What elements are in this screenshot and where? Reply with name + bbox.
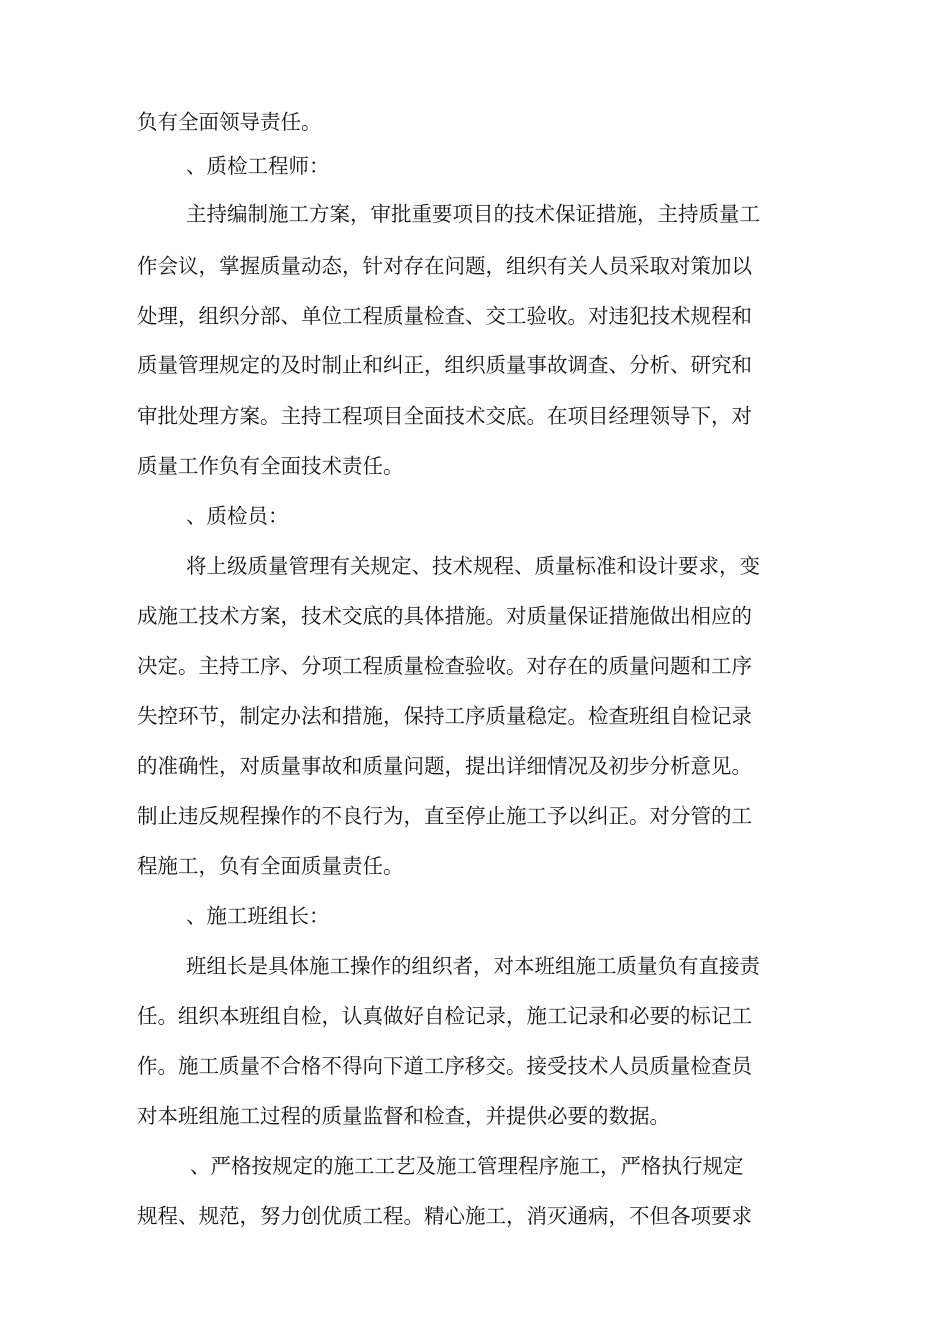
section-heading-quality-engineer: 、质检工程师： <box>186 154 330 178</box>
text-line-12: 决定。主持工序、分项工程质量检查验收。对存在的质量问题和工序 <box>137 654 752 678</box>
text-line-5: 处理，组织分部、单位工程质量检查、交工验收。对违犯技术规程和 <box>137 304 752 328</box>
text-line-7: 审批处理方案。主持工程项目全面技术交底。在项目经理领导下，对 <box>137 404 752 428</box>
text-line-19: 任。组织本班组自检，认真做好自检记录，施工记录和必要的标记工 <box>137 1004 752 1028</box>
section-heading-team-leader: 、施工班组长： <box>186 904 330 928</box>
text-line-16: 程施工，负有全面质量责任。 <box>137 854 404 878</box>
text-line-6: 质量管理规定的及时制止和纠正，组织质量事故调查、分析、研究和 <box>137 353 752 377</box>
text-line-1: 负有全面领导责任。 <box>137 110 322 134</box>
text-line-15: 制止违反规程操作的不良行为，直至停止施工予以纠正。对分管的工 <box>137 804 752 828</box>
text-line-4: 作会议，掌握质量动态，针对存在问题，组织有关人员采取对策加以 <box>137 254 752 278</box>
text-line-20: 作。施工质量不合格不得向下道工序移交。接受技术人员质量检查员 <box>137 1054 752 1078</box>
text-line-3: 主持编制施工方案，审批重要项目的技术保证措施，主持质量工 <box>186 202 760 226</box>
text-line-23: 规程、规范，努力创优质工程。精心施工，消灭通病，不但各项要求 <box>137 1204 752 1228</box>
text-line-10: 将上级质量管理有关规定、技术规程、质量标准和设计要求，变 <box>186 554 760 578</box>
text-line-14: 的准确性，对质量事故和质量问题，提出详细情况及初步分析意见。 <box>137 754 752 778</box>
text-line-21: 对本班组施工过程的质量监督和检查，并提供必要的数据。 <box>137 1104 670 1128</box>
section-heading-quality-inspector: 、质检员： <box>186 504 289 528</box>
text-line-22: 、严格按规定的施工工艺及施工管理程序施工，严格执行规定 <box>190 1154 744 1178</box>
text-line-18: 班组长是具体施工操作的组织者，对本班组施工质量负有直接责 <box>186 954 760 978</box>
text-line-13: 失控环节，制定办法和措施，保持工序质量稳定。检查班组自检记录 <box>137 704 752 728</box>
text-line-11: 成施工技术方案，技术交底的具体措施。对质量保证措施做出相应的 <box>137 604 752 628</box>
text-line-8: 质量工作负有全面技术责任。 <box>137 454 404 478</box>
